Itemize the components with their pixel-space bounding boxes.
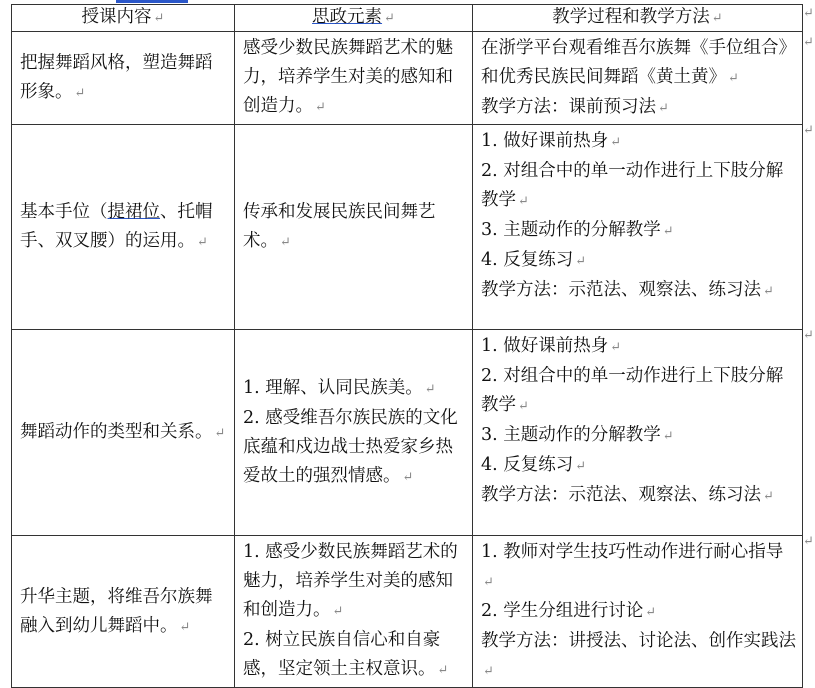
cell-content: 把握舞蹈风格，塑造舞蹈形象。 ↵ [12, 32, 235, 125]
row-end-mark: ↵ [803, 534, 814, 549]
cell-element: 1. 感受少数民族舞蹈艺术的魅力，培养学生对美的感知和创造力。 ↵ 2. 树立民族自信心和自豪感，坚定领土主权意识。 ↵ [235, 536, 473, 688]
table-row [12, 125, 803, 330]
row-end-mark: ↵ [803, 328, 814, 343]
cell-process: 1. 做好课前热身 ↵ 2. 对组合中的单一动作进行上下肢分解教学 ↵ 3. 主题动作的分解教学 ↵ 4. 反复练习 ↵ 教学方法：示范法、观察法、练习法 ↵ [473, 330, 803, 536]
course-table [11, 4, 803, 688]
cell-element: 传承和发展民族民间舞艺术。 ↵ [235, 125, 473, 330]
header-process: 教学过程和教学方法 ↵ [473, 5, 803, 32]
cell-content: 升华主题，将维吾尔族舞融入到幼儿舞蹈中。 ↵ [12, 536, 235, 688]
cell-process: 1. 做好课前热身 ↵ 2. 对组合中的单一动作进行上下肢分解教学 ↵ 3. 主题动作的分解教学 ↵ 4. 反复练习 ↵ 教学方法：示范法、观察法、练习法 ↵ [473, 125, 803, 330]
cell-content: 基本手位（提裙位、托帽手、双叉腰）的运用。 ↵ [12, 125, 235, 330]
cell-process: 1. 教师对学生技巧性动作进行耐心指导↵ 2. 学生分组进行讨论 ↵ 教学方法：讲授法、讨论法、创作实践法↵ [473, 536, 803, 688]
cell-process: 在浙学平台观看维吾尔族舞《手位组合》和优秀民族民间舞蹈《黄土黄》 ↵ 教学方法：课前预习法 ↵ [473, 32, 803, 125]
table-row [12, 32, 803, 125]
row-end-mark: ↵ [803, 123, 814, 138]
table-row [12, 536, 803, 688]
table-header-row [12, 5, 803, 32]
cell-element: 感受少数民族舞蹈艺术的魅力，培养学生对美的感知和创造力。 ↵ [235, 32, 473, 125]
row-end-mark: ↵ [803, 6, 814, 21]
header-underline-mark [116, 0, 188, 3]
cell-element: 1. 理解、认同民族美。 ↵ 2. 感受维吾尔族民族的文化底蕴和戍边战士热爱家乡热爱故土的强烈情感。 ↵ [235, 330, 473, 536]
cell-content: 舞蹈动作的类型和关系。 ↵ [12, 330, 235, 536]
row-end-mark: ↵ [803, 35, 814, 50]
table-row [12, 330, 803, 536]
header-content: 授课内容 ↵ [12, 5, 235, 32]
header-element: 思政元素 ↵ [235, 5, 473, 32]
